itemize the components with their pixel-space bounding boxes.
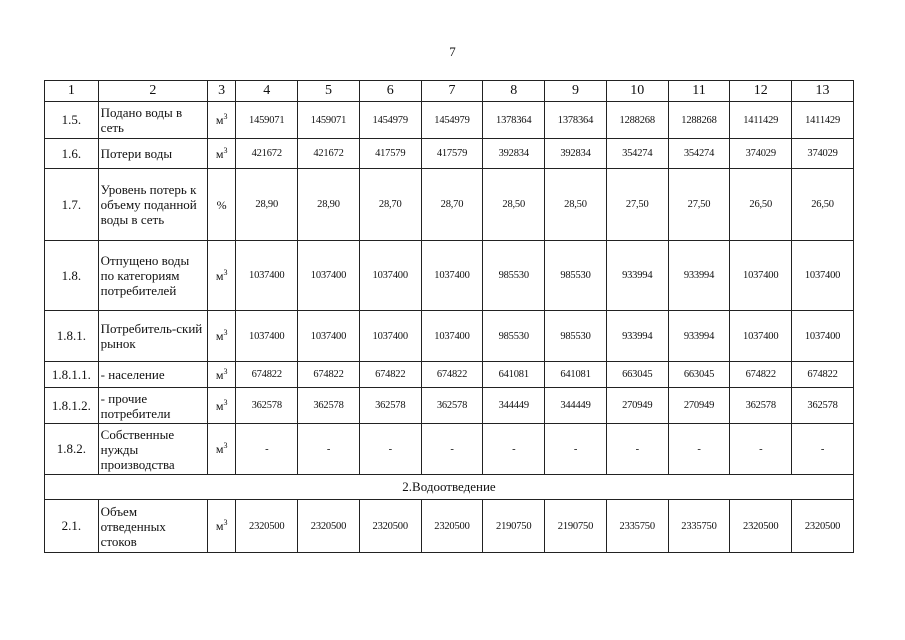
row-code: 1.8.1.2. bbox=[45, 388, 99, 424]
value-cell: - bbox=[236, 424, 298, 475]
value-cell: 674822 bbox=[298, 362, 360, 388]
value-cell: 27,50 bbox=[668, 169, 730, 241]
value-cell: 1454979 bbox=[421, 102, 483, 139]
row-unit bbox=[208, 102, 236, 139]
value-cell: 1037400 bbox=[236, 241, 298, 311]
row-unit bbox=[208, 424, 236, 475]
value-cell: 933994 bbox=[606, 241, 668, 311]
unit-exponent: 3 bbox=[223, 112, 228, 121]
header-cell: 13 bbox=[792, 81, 854, 102]
value-cell: 2190750 bbox=[545, 500, 607, 553]
header-cell: 8 bbox=[483, 81, 545, 102]
unit-base: м bbox=[215, 367, 224, 382]
unit-exponent: 3 bbox=[223, 518, 228, 527]
value-cell: - bbox=[359, 424, 421, 475]
header-cell: 11 bbox=[668, 81, 730, 102]
value-cell: 1459071 bbox=[236, 102, 298, 139]
header-row bbox=[45, 81, 854, 102]
value-cell: 362578 bbox=[421, 388, 483, 424]
value-cell: 1037400 bbox=[792, 241, 854, 311]
value-cell: 1378364 bbox=[545, 102, 607, 139]
value-cell: 1037400 bbox=[730, 241, 792, 311]
header-cell: 1 bbox=[45, 81, 99, 102]
value-cell: 674822 bbox=[359, 362, 421, 388]
value-cell: 933994 bbox=[606, 311, 668, 362]
value-cell: 2335750 bbox=[668, 500, 730, 553]
value-cell: 641081 bbox=[483, 362, 545, 388]
row-name: - население bbox=[98, 362, 207, 388]
row-name: Объем отведенных стоков bbox=[98, 500, 207, 553]
value-cell: 362578 bbox=[298, 388, 360, 424]
value-cell: 270949 bbox=[668, 388, 730, 424]
value-cell: 985530 bbox=[545, 311, 607, 362]
value-cell: - bbox=[606, 424, 668, 475]
value-cell: 641081 bbox=[545, 362, 607, 388]
table-row bbox=[45, 500, 854, 553]
value-cell: 1037400 bbox=[792, 311, 854, 362]
table-row bbox=[45, 424, 854, 475]
value-cell: 2320500 bbox=[730, 500, 792, 553]
value-cell: 2320500 bbox=[792, 500, 854, 553]
unit-base: м bbox=[215, 442, 224, 456]
table-row bbox=[45, 102, 854, 139]
value-cell: 2335750 bbox=[606, 500, 668, 553]
unit-base: м bbox=[215, 268, 224, 283]
value-cell: 344449 bbox=[483, 388, 545, 424]
row-unit bbox=[208, 388, 236, 424]
table-row bbox=[45, 311, 854, 362]
table-row bbox=[45, 362, 854, 388]
value-cell: 674822 bbox=[421, 362, 483, 388]
value-cell: 1454979 bbox=[359, 102, 421, 139]
value-cell: 985530 bbox=[483, 241, 545, 311]
row-unit bbox=[208, 139, 236, 169]
value-cell: - bbox=[792, 424, 854, 475]
value-cell: 1037400 bbox=[298, 241, 360, 311]
value-cell: 417579 bbox=[359, 139, 421, 169]
row-name: - прочие потребители bbox=[98, 388, 207, 424]
value-cell: 374029 bbox=[730, 139, 792, 169]
unit-exponent: 3 bbox=[223, 267, 228, 277]
row-code: 1.8. bbox=[45, 241, 99, 311]
value-cell: 985530 bbox=[545, 241, 607, 311]
table-row bbox=[45, 241, 854, 311]
row-name: Уровень потерь к объему поданной воды в сеть bbox=[98, 169, 207, 241]
value-cell: 417579 bbox=[421, 139, 483, 169]
value-cell: 2190750 bbox=[483, 500, 545, 553]
value-cell: 28,70 bbox=[359, 169, 421, 241]
value-cell: 1378364 bbox=[483, 102, 545, 139]
value-cell: 26,50 bbox=[730, 169, 792, 241]
unit-base: м bbox=[215, 398, 224, 413]
row-name: Потери воды bbox=[98, 139, 207, 169]
unit-exponent: 3 bbox=[223, 441, 228, 450]
value-cell: 26,50 bbox=[792, 169, 854, 241]
row-name: Собственные нужды производства bbox=[98, 424, 207, 475]
value-cell: 354274 bbox=[668, 139, 730, 169]
value-cell: 1037400 bbox=[236, 311, 298, 362]
value-cell: 28,90 bbox=[236, 169, 298, 241]
value-cell: 28,50 bbox=[545, 169, 607, 241]
header-cell: 10 bbox=[606, 81, 668, 102]
header-cell: 12 bbox=[730, 81, 792, 102]
value-cell: - bbox=[298, 424, 360, 475]
unit-exponent: 3 bbox=[223, 366, 228, 376]
unit-base: м bbox=[215, 146, 224, 161]
value-cell: 985530 bbox=[483, 311, 545, 362]
row-code: 1.6. bbox=[45, 139, 99, 169]
row-unit bbox=[208, 311, 236, 362]
row-unit bbox=[208, 241, 236, 311]
row-code: 2.1. bbox=[45, 500, 99, 553]
table-row bbox=[45, 388, 854, 424]
value-cell: - bbox=[545, 424, 607, 475]
value-cell: - bbox=[421, 424, 483, 475]
value-cell: 362578 bbox=[730, 388, 792, 424]
unit-base: м bbox=[215, 329, 224, 343]
value-cell: - bbox=[668, 424, 730, 475]
value-cell: 1288268 bbox=[668, 102, 730, 139]
row-code: 1.8.1. bbox=[45, 311, 99, 362]
value-cell: 362578 bbox=[792, 388, 854, 424]
unit-exponent: 3 bbox=[223, 145, 228, 155]
value-cell: 270949 bbox=[606, 388, 668, 424]
value-cell: 362578 bbox=[359, 388, 421, 424]
value-cell: - bbox=[730, 424, 792, 475]
header-cell: 2 bbox=[98, 81, 207, 102]
value-cell: 1411429 bbox=[792, 102, 854, 139]
value-cell: 2320500 bbox=[421, 500, 483, 553]
value-cell: 1411429 bbox=[730, 102, 792, 139]
page-number: 7 bbox=[449, 44, 456, 59]
value-cell: 392834 bbox=[483, 139, 545, 169]
value-cell: 27,50 bbox=[606, 169, 668, 241]
header-cell: 3 bbox=[208, 81, 236, 102]
value-cell: 674822 bbox=[792, 362, 854, 388]
value-cell: 1037400 bbox=[730, 311, 792, 362]
row-unit bbox=[208, 169, 236, 241]
value-cell: - bbox=[483, 424, 545, 475]
header-cell: 5 bbox=[298, 81, 360, 102]
value-cell: 421672 bbox=[236, 139, 298, 169]
value-cell: 663045 bbox=[668, 362, 730, 388]
header-cell: 4 bbox=[236, 81, 298, 102]
value-cell: 1037400 bbox=[421, 311, 483, 362]
value-cell: 1037400 bbox=[298, 311, 360, 362]
value-cell: 663045 bbox=[606, 362, 668, 388]
row-name: Отпущено воды по категориям потребителей bbox=[98, 241, 207, 311]
value-cell: 374029 bbox=[792, 139, 854, 169]
header-cell: 7 bbox=[421, 81, 483, 102]
value-cell: 1037400 bbox=[421, 241, 483, 311]
data-table bbox=[44, 80, 854, 553]
value-cell: 1037400 bbox=[359, 311, 421, 362]
value-cell: 1037400 bbox=[359, 241, 421, 311]
value-cell: 674822 bbox=[236, 362, 298, 388]
value-cell: 933994 bbox=[668, 241, 730, 311]
row-name: Подано воды в сеть bbox=[98, 102, 207, 139]
unit-exponent: 3 bbox=[223, 328, 228, 337]
value-cell: 1459071 bbox=[298, 102, 360, 139]
header-cell: 6 bbox=[359, 81, 421, 102]
value-cell: 2320500 bbox=[298, 500, 360, 553]
row-unit bbox=[208, 362, 236, 388]
row-code: 1.8.2. bbox=[45, 424, 99, 475]
value-cell: 933994 bbox=[668, 311, 730, 362]
value-cell: 421672 bbox=[298, 139, 360, 169]
value-cell: 362578 bbox=[236, 388, 298, 424]
unit-exponent: 3 bbox=[223, 397, 228, 407]
table-row bbox=[45, 139, 854, 169]
section-row bbox=[45, 475, 854, 500]
value-cell: 354274 bbox=[606, 139, 668, 169]
unit-base: % bbox=[216, 197, 227, 212]
unit-base: м bbox=[215, 519, 224, 533]
value-cell: 1288268 bbox=[606, 102, 668, 139]
row-unit bbox=[208, 500, 236, 553]
value-cell: 2320500 bbox=[236, 500, 298, 553]
unit-base: м bbox=[215, 113, 224, 127]
value-cell: 674822 bbox=[730, 362, 792, 388]
section-title: 2.Водоотведение bbox=[45, 475, 854, 500]
value-cell: 344449 bbox=[545, 388, 607, 424]
value-cell: 28,50 bbox=[483, 169, 545, 241]
value-cell: 2320500 bbox=[359, 500, 421, 553]
row-code: 1.8.1.1. bbox=[45, 362, 99, 388]
value-cell: 392834 bbox=[545, 139, 607, 169]
value-cell: 28,70 bbox=[421, 169, 483, 241]
row-code: 1.7. bbox=[45, 169, 99, 241]
header-cell: 9 bbox=[545, 81, 607, 102]
row-code: 1.5. bbox=[45, 102, 99, 139]
row-name: Потребитель-ский рынок bbox=[98, 311, 207, 362]
value-cell: 28,90 bbox=[298, 169, 360, 241]
table-row bbox=[45, 169, 854, 241]
